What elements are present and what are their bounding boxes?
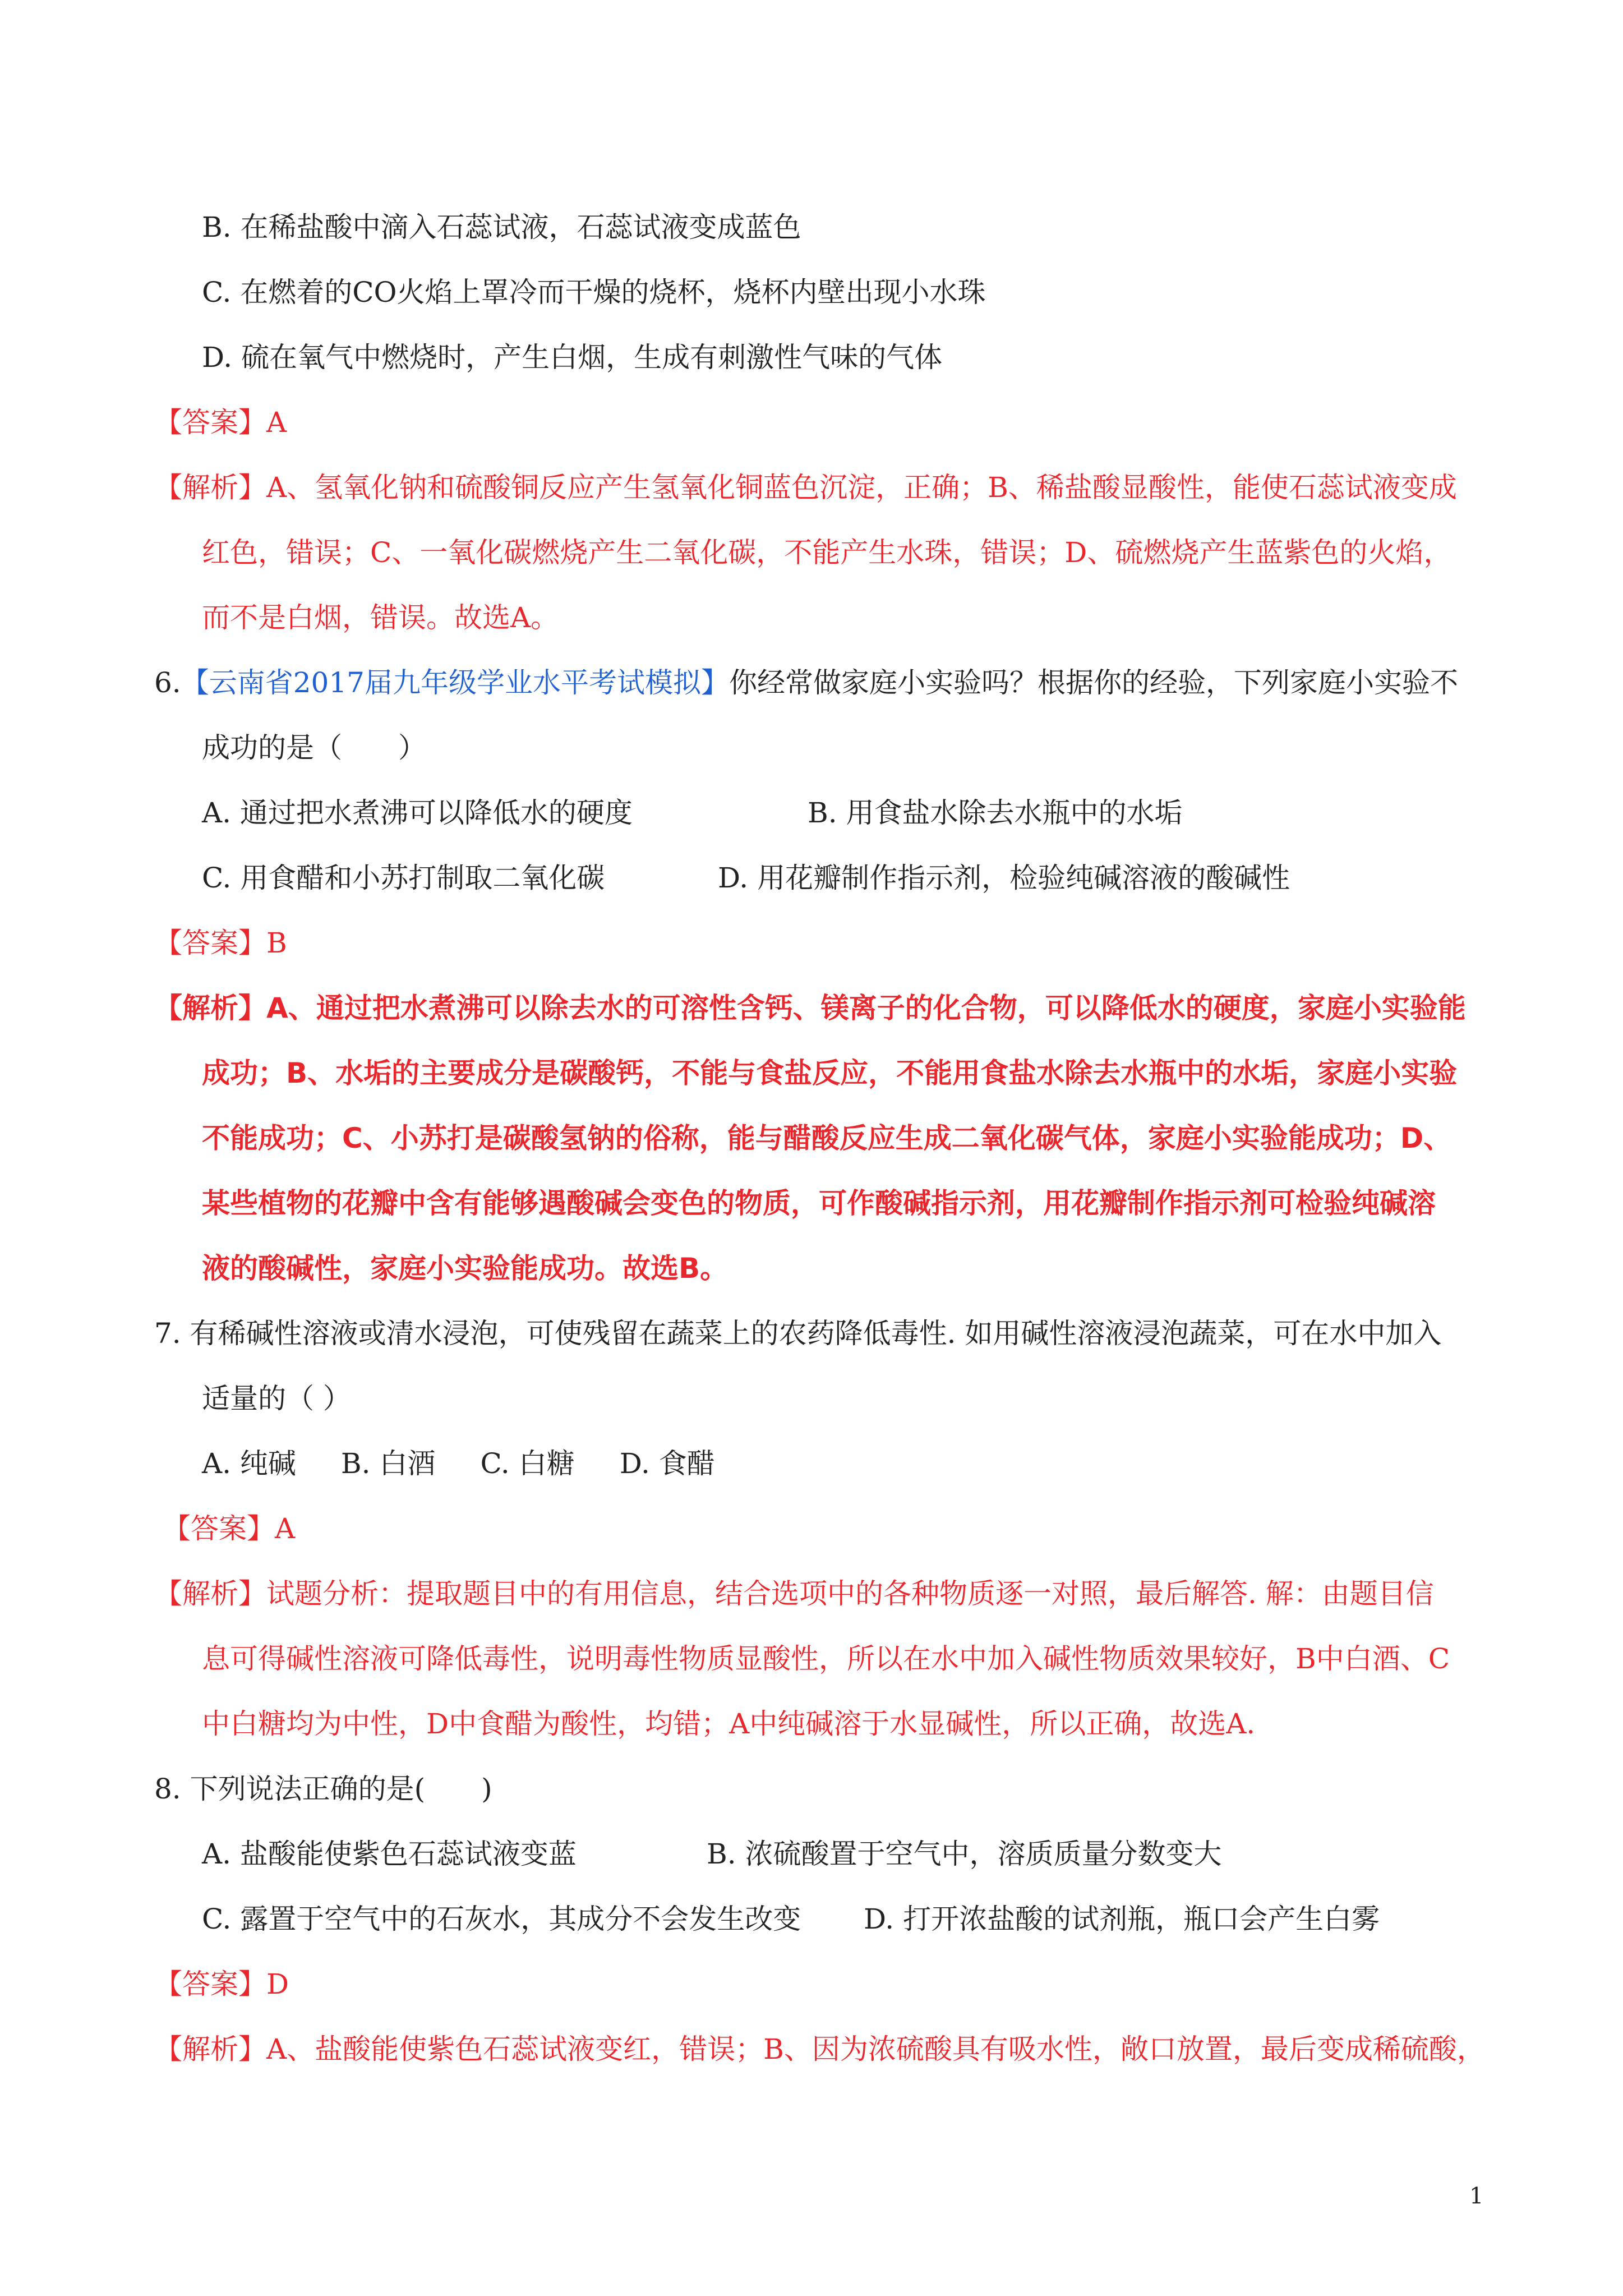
q7-option-c: C. 白糖 (480, 1447, 575, 1480)
page-number: 1 (1469, 2183, 1484, 2209)
q6-answer (154, 923, 287, 963)
q6-analysis-line-3: 不能成功；C、小苏打是碳酸氢钠的俗称，能与醋酸反应生成二氧化碳气体，家庭小实验能成功；D、 (202, 1122, 1452, 1154)
analysis-label: 【解析】 (154, 992, 266, 1024)
answer-label: 【答案】 (154, 927, 266, 959)
q5-analysis-line-1 (154, 468, 1457, 507)
q8-option-a: A. 盐酸能使紫色石蕊试液变蓝 (202, 1838, 577, 1870)
q5-option-b: B. 在稀盐酸中滴入石蕊试液，石蕊试液变成蓝色 (202, 211, 801, 243)
analysis-label: 【解析】 (154, 471, 266, 504)
q8-stem: 8. 下列说法正确的是( ) (154, 1773, 492, 1805)
answer-label: 【答案】 (163, 1512, 275, 1545)
q7-option-d: D. 食醋 (619, 1447, 715, 1480)
analysis-text: 试题分析：提取题目中的有用信息，结合选项中的各种物质逐一对照，最后解答. 解：由题目信 (266, 1577, 1434, 1610)
q7-stem-line-1: 7. 有稀碱性溶液或清水浸泡，可使残留在蔬菜上的农药降低毒性. 如用碱性溶液浸泡蔬菜，可在水中加入 (154, 1317, 1442, 1350)
q8-option-b: B. 浓硫酸置于空气中，溶质质量分数变大 (707, 1838, 1222, 1870)
q6-analysis-line-4: 某些植物的花瓣中含有能够遇酸碱会变色的物质，可作酸碱指示剂，用花瓣制作指示剂可检验纯碱溶 (202, 1187, 1436, 1220)
q8-option-c: C. 露置于空气中的石灰水，其成分不会发生改变 (202, 1903, 801, 1935)
analysis-label: 【解析】 (154, 2033, 266, 2065)
q6-option-a: A. 通过把水煮沸可以降低水的硬度 (202, 797, 633, 829)
q7-answer (163, 1509, 295, 1548)
answer-label: 【答案】 (154, 406, 266, 439)
q8-analysis-line-1 (154, 2030, 1485, 2069)
analysis-text: A、氢氧化钠和硫酸铜反应产生氢氧化铜蓝色沉淀，正确；B、稀盐酸显酸性，能使石蕊试液变成 (266, 471, 1457, 504)
q8-answer (154, 1964, 289, 2004)
answer-value: A (275, 1512, 296, 1545)
question-source: 【云南省2017届九年级学业水平考试模拟】 (181, 666, 729, 699)
analysis-text: A、盐酸能使紫色石蕊试液变红，错误；B、因为浓硫酸具有吸水性，敞口放置，最后变成稀硫酸， (266, 2033, 1485, 2065)
q7-options (202, 1444, 715, 1483)
answer-label: 【答案】 (154, 1968, 266, 2000)
q6-option-c: C. 用食醋和小苏打制取二氧化碳 (202, 862, 605, 894)
question-number: 6. (154, 666, 181, 699)
q7-stem-line-2: 适量的（ ） (202, 1382, 351, 1415)
q6-analysis-line-1 (154, 988, 1466, 1028)
q5-analysis-line-2: 红色，错误；C、一氧化碳燃烧产生二氧化碳，不能产生水珠，错误；D、硫燃烧产生蓝紫色的火焰， (202, 536, 1452, 569)
q5-answer (154, 403, 287, 442)
answer-value: B (266, 927, 287, 959)
answer-value: D (266, 1968, 289, 2000)
q7-analysis-line-1 (154, 1574, 1434, 1613)
q6-analysis-line-2: 成功；B、水垢的主要成分是碳酸钙，不能与食盐反应，不能用食盐水除去水瓶中的水垢，家庭小实验 (202, 1057, 1458, 1089)
q6-option-b: B. 用食盐水除去水瓶中的水垢 (808, 797, 1183, 829)
q5-option-c: C. 在燃着的CO火焰上罩冷而干燥的烧杯，烧杯内壁出现小水珠 (202, 276, 986, 309)
answer-value: A (266, 406, 287, 439)
q6-option-d: D. 用花瓣制作指示剂，检验纯碱溶液的酸碱性 (718, 862, 1290, 894)
q7-option-a: A. 纯碱 (202, 1447, 296, 1480)
question-stem: 你经常做家庭小实验吗？根据你的经验，下列家庭小实验不 (728, 666, 1458, 699)
q6-stem-line-2: 成功的是（ ） (202, 731, 426, 764)
q7-analysis-line-3: 中白糖均为中性，D中食醋为酸性，均错；A中纯碱溶于水显碱性，所以正确，故选A. (202, 1708, 1256, 1740)
q7-option-b: B. 白酒 (340, 1447, 436, 1480)
q5-analysis-line-3: 而不是白烟，错误。故选A。 (202, 601, 559, 634)
q8-option-d: D. 打开浓盐酸的试剂瓶，瓶口会产生白雾 (864, 1903, 1380, 1935)
analysis-label: 【解析】 (154, 1577, 266, 1610)
q7-analysis-line-2: 息可得碱性溶液可降低毒性，说明毒性物质显酸性，所以在水中加入碱性物质效果较好，B中白酒、C (202, 1642, 1450, 1675)
q5-option-d: D. 硫在氧气中燃烧时，产生白烟，生成有刺激性气味的气体 (202, 341, 943, 374)
q6-analysis-line-5: 液的酸碱性，家庭小实验能成功。故选B。 (202, 1252, 728, 1285)
analysis-text: A、通过把水煮沸可以除去水的可溶性含钙、镁离子的化合物，可以降低水的硬度，家庭小实验能 (266, 992, 1466, 1024)
q6-stem-line-1 (154, 663, 1458, 702)
